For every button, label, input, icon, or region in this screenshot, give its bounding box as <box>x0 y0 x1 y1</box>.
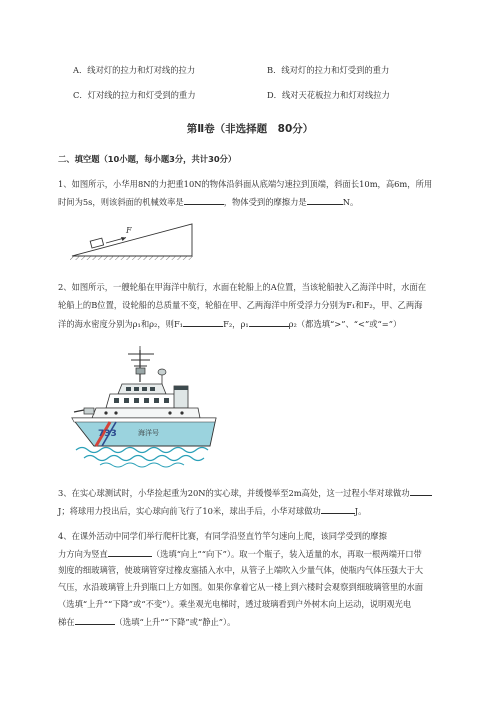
q4-line4: 气压，水沿玻璃管上升到瓶口上方如图。如果你拿着它从一楼上到六楼时会观察到细玻璃管里的水面 <box>58 582 424 592</box>
q4-blank-friction-direction[interactable] <box>108 547 152 557</box>
part-title: 第Ⅱ卷（非选择题 80分） <box>186 123 314 135</box>
q2-text-b: F₂，ρ₁ <box>223 319 249 329</box>
q1-text-a: 时间为5s，则该斜面的机械效率是 <box>58 197 184 207</box>
q2-line3 <box>58 317 401 330</box>
ship-name: 海洋号 <box>138 429 159 437</box>
q4-line6 <box>58 615 235 628</box>
q2-line1: 2、如图所示，一艘轮船在甲海洋中航行，水面在轮船上的A位置，当该轮船驶入乙海洋中时，水面在 <box>58 282 427 292</box>
q4-line5 <box>58 598 411 610</box>
q4-text-b: （选填“向上”“向下”）。取一个瓶子，装入适量的水，再取一根两端开口带 <box>151 549 422 559</box>
ship-illustration <box>70 342 220 470</box>
q2-text-a: 洋的海水密度分别为ρ₁和ρ₂，则F₁ <box>58 319 184 329</box>
incline-figure <box>68 222 196 262</box>
block-icon <box>90 238 103 248</box>
q2-blank-force[interactable] <box>183 317 223 327</box>
ship-number: 733 <box>98 429 117 439</box>
q1-blank-friction[interactable] <box>307 195 343 205</box>
q1-text-c: N。 <box>342 197 359 207</box>
q3-line1 <box>58 486 432 499</box>
q1-blank-efficiency[interactable] <box>184 195 224 205</box>
q4-text-a: 力方向为竖直 <box>58 549 108 559</box>
option-b: B．线对灯的拉力和灯受到的重力 <box>267 65 390 75</box>
q2-line2: 轮船上的B位置，设轮船的总质量不变，轮船在甲、乙两海洋中所受浮力分别为F₁和F₂，甲、乙两海 <box>58 300 423 310</box>
q4-line3: 刻度的细玻璃管，使玻璃管穿过橡皮塞插入水中，从管子上端吹入少量气体，使瓶内气体压强大于大 <box>58 565 424 575</box>
q2-text-c: ρ₂（都选填“>”、“<”或“=”） <box>288 319 402 329</box>
option-d: D．线对天花板拉力和灯对线拉力 <box>267 90 390 100</box>
q1-text-b: ，物体受到的摩擦力是 <box>223 197 307 207</box>
section-title: 二、填空题（10小题，每小题3分，共计30分） <box>58 154 237 164</box>
force-label: F <box>126 226 132 235</box>
ground-hatch <box>70 256 194 260</box>
q4-text-d: 梯在 <box>58 617 75 627</box>
q4-line2 <box>58 547 422 560</box>
option-c: C．灯对线的拉力和灯受到的重力 <box>73 90 196 100</box>
q3-text-c: J。 <box>354 506 367 516</box>
q1-line1: 1、如图所示，小华用8N的力把重10N的物体沿斜面从底端匀速拉到顶端，斜面长10m，高6m，所用 <box>58 179 433 189</box>
q4-text-c: （选填“上升”“下降”或“不变”）。乘坐观光电梯时，透过玻璃看到户外树木向上运动，说明观光电 <box>58 599 412 609</box>
option-a: A．线对灯的拉力和灯对线的拉力 <box>73 65 196 75</box>
q3-line2 <box>58 504 366 517</box>
water-waves <box>76 448 208 453</box>
q3-text-b: J；将球用力投出后，实心球向前飞行了10米，球出手后，小华对球做功 <box>58 506 321 516</box>
q4-line1: 4、在课外活动中同学们举行爬杆比赛，有同学沿竖直竹竿匀速向上爬，该同学受到的摩擦 <box>58 531 387 541</box>
q3-text-a: 3、在实心球测试时，小华捡起重为20N的实心球，并缓慢举至2m高处，这一过程小华对球做功 <box>58 488 410 498</box>
q3-blank-work-lift[interactable] <box>410 486 432 496</box>
q3-blank-work-throw[interactable] <box>321 504 355 514</box>
q4-text-e: （选填“上升”“下降”或“静止”）。 <box>114 617 236 627</box>
q2-blank-density[interactable] <box>249 317 289 327</box>
q1-line2 <box>58 195 358 208</box>
q4-blank-elevator-motion[interactable] <box>75 615 115 625</box>
